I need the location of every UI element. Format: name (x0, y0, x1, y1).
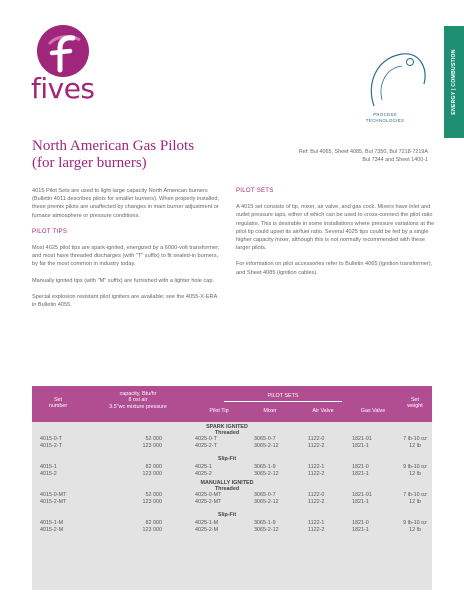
cell-tip: 4025-2-T (195, 443, 217, 449)
cell-tip: 4025-2-MT (195, 499, 222, 505)
cell-mixer: 3065-2-12 (254, 443, 279, 449)
header-divider (224, 401, 342, 402)
cell-set: 4015-2 (40, 471, 57, 477)
header-air-valve: Air Valve (312, 408, 334, 414)
side-tab-label: ENERGY | COMBUSTION (451, 49, 457, 115)
cell-weight: 12 lb (409, 499, 421, 505)
header-capacity: capacity, Btu/hr 8 osi air 3.5"wc mixture pressure (109, 391, 167, 410)
header-gas-valve: Gas Valve (360, 408, 386, 414)
cell-air: 1122-2 (308, 527, 325, 533)
cell-gas: 1821-01 (352, 436, 372, 442)
cell-set: 4015-2-MT (40, 499, 67, 505)
cell-cap: 123 000 (142, 471, 162, 477)
cell-set: 4015-2-M (40, 527, 64, 533)
reference-note: Ref: Bul 4065, Sheet 4085, Bul 7350, Bul 7218-7219A Bul 7344 and Sheet 1400-1 (298, 149, 428, 163)
header-weight: Set weight (407, 397, 423, 410)
cell-weight: 12 lb (409, 527, 421, 533)
logo-wordmark: fives (31, 72, 95, 105)
cell-air: 1122-0 (308, 436, 325, 442)
cell-mixer: 3065-1-9 (254, 464, 276, 470)
cell-air: 1122-1 (308, 520, 325, 526)
cell-cap: 123 000 (142, 499, 162, 505)
cell-cap: 123 000 (142, 527, 162, 533)
group-label: Slip-Fit (217, 456, 237, 462)
cell-mixer: 3065-2-12 (254, 471, 279, 477)
cell-mixer: 3065-0-7 (254, 492, 276, 498)
left-column (32, 187, 222, 317)
cell-gas: 1821-0 (352, 520, 369, 526)
page-title: North American Gas Pilots (for larger burners) (32, 138, 195, 171)
header-pilot-tip: Pilot Tip (209, 408, 229, 414)
cell-gas: 1821-1 (352, 527, 369, 533)
cell-mixer: 3065-2-12 (254, 527, 279, 533)
header-set-number: Set number (48, 397, 68, 410)
cell-cap: 82 000 (145, 520, 162, 526)
cell-mixer: 3065-1-9 (254, 520, 276, 526)
cell-weight: 7 lb-10 oz (403, 492, 427, 498)
cell-set: 4015-1 (40, 464, 57, 470)
cell-tip: 4025-1 (195, 464, 212, 470)
cell-air: 1122-2 (308, 471, 325, 477)
cell-mixer: 3065-2-12 (254, 499, 279, 505)
cell-set: 4015-2-T (40, 443, 62, 449)
cell-mixer: 3065-0-7 (254, 436, 276, 442)
pilot-tips-paragraph-1: Most 4025 pilot tips are spark-ignited, energized by a 6000-volt transformer; and most have threaded discharges (with "T" suffix) to fit sealed-in burners, by far the most common in industry today. (32, 245, 220, 268)
cell-air: 1122-1 (308, 464, 325, 470)
cell-air: 1122-2 (308, 443, 325, 449)
table-body (32, 422, 432, 590)
header-pilot-sets: PILOT SETS (267, 393, 299, 399)
cell-gas: 1821-1 (352, 443, 369, 449)
cell-set: 4015-0-MT (40, 492, 67, 498)
cell-tip: 4025-1-M (195, 520, 219, 526)
cell-cap: 52 000 (145, 436, 162, 442)
group-label: SPARK IGNITED Threaded (206, 424, 248, 437)
table-header (32, 386, 432, 422)
cell-tip: 4025-2 (195, 471, 212, 477)
cell-tip: 4025-0-MT (195, 492, 222, 498)
right-column (236, 187, 436, 285)
intro-paragraph: 4015 Pilot Sets are used to light large capacity North American burners (Bulletin 4011 describes pilots for smaller burners). When properly installed, these premix pilots are unaffected by changes in main burner adjustment or furnace atmosphere or pressure conditions. (32, 188, 220, 219)
cell-weight: 9 lb-10 oz (403, 520, 427, 526)
cell-air: 1122-0 (308, 492, 325, 498)
cell-weight: 12 lb (409, 443, 421, 449)
pilot-tips-heading: PILOT TIPS (32, 228, 68, 235)
process-technologies-label: PROCESS TECHNOLOGIES (365, 112, 405, 123)
group-label: MANUALLY IGNITED Threaded (200, 480, 254, 493)
cell-weight: 9 lb-10 oz (403, 464, 427, 470)
side-tab (444, 26, 464, 138)
header-mixer: Mixer (263, 408, 277, 414)
cell-set: 4015-1-M (40, 520, 64, 526)
fives-logo-icon (36, 24, 90, 78)
cell-gas: 1821-1 (352, 471, 369, 477)
cell-weight: 12 lb (409, 471, 421, 477)
cell-tip: 4025-2-M (195, 527, 219, 533)
pilot-tips-paragraph-2: Manually ignited tips (with "M" suffix) are furnished with a lighter hole cap. (32, 277, 215, 284)
cell-weight: 7 lb-10 oz (403, 436, 427, 442)
cell-air: 1122-2 (308, 499, 325, 505)
cell-gas: 1821-01 (352, 492, 372, 498)
pilot-sets-paragraph-2: For information on pilot accessories refer to Bulletin 4065 (ignition transformer), and Sheet 4085 (ignition cables). (236, 261, 433, 276)
cell-cap: 82 000 (145, 464, 162, 470)
cell-gas: 1821-1 (352, 499, 369, 505)
cell-cap: 52 000 (145, 492, 162, 498)
pilot-sets-paragraph-1: A 4015 set consists of tip, mixer, air valve, and gas cock. Mixers have inlet and outlet pressure taps, either of which can be used to cross-connect the pilot ratio regulator. This is desirable in some installations where pressure variations at the pilot tip could upset its air/fuel ratio. Several 4025 tips could be fed by a single higher capacity mixer, although this is not normally recommended with these larger pilots. (236, 204, 435, 252)
group-label: Slip-Fit (217, 512, 237, 518)
pilot-sets-heading: PILOT SETS (236, 188, 274, 194)
pilot-tips-paragraph-3: Special explosion resistant pilot igniters are available; see the 4055-X-ERA in Bulletin 4055. (32, 293, 218, 309)
cell-set: 4015-0-T (40, 436, 62, 442)
cell-cap: 123 000 (142, 443, 162, 449)
cell-gas: 1821-0 (352, 464, 369, 470)
cell-tip: 4025-0-T (195, 436, 217, 442)
process-technologies-logo-icon (362, 44, 432, 114)
